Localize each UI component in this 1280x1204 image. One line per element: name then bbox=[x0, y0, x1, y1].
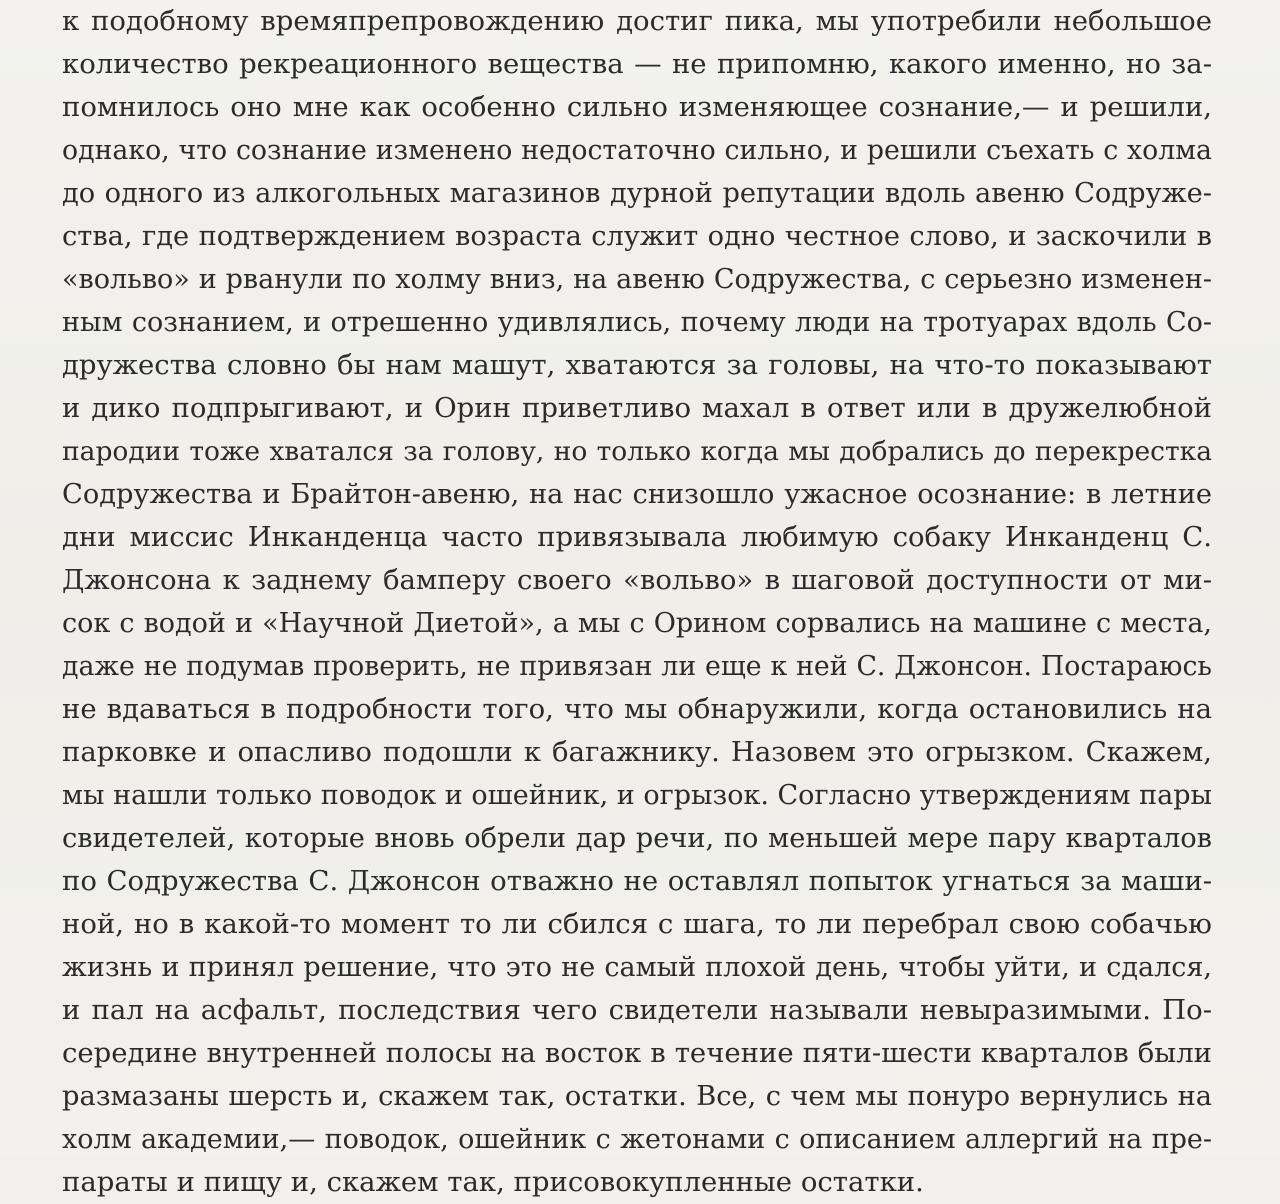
text-line: Содружества и Брайтон-авеню, на нас снизошло ужасное осознание: в летние bbox=[62, 479, 1212, 510]
body-text bbox=[62, 0, 1212, 1204]
text-line: не вдаваться в подробности того, что мы обнаружили, когда остановились на bbox=[62, 693, 1212, 725]
text-line: ным сознанием, и отрешенно удивлялись, почему люди на тротуарах вдоль Со- bbox=[62, 307, 1212, 338]
text-line: «вольво» и рванули по холму вниз, на авеню Содружества, с серьезно изменен- bbox=[62, 264, 1212, 295]
text-line: однако, что сознание изменено недостаточно сильно, и решили съехать с холма bbox=[62, 135, 1212, 166]
text-line: и дико подпрыгивают, и Орин приветливо махал в ответ или в дружелюбной bbox=[62, 392, 1212, 424]
text-line: парковке и опасливо подошли к багажнику. Назовем это огрызком. Скажем, bbox=[62, 736, 1212, 768]
text-line: помнилось оно мне как особенно сильно изменяющее сознание,— и решили, bbox=[62, 91, 1212, 123]
text-line: к подобному времяпрепровождению достиг пика, мы употребили небольшое bbox=[62, 5, 1212, 37]
text-line: размазаны шерсть и, скажем так, остатки. Все, с чем мы понуро вернулись на bbox=[62, 1081, 1212, 1112]
text-line: до одного из алкогольных магазинов дурной репутации вдоль авеню Содруже- bbox=[62, 178, 1212, 209]
text-line: середине внутренней полосы на восток в течение пяти-шести кварталов были bbox=[62, 1037, 1212, 1069]
text-line: ной, но в какой-то момент то ли сбился с шага, то ли перебрал свою собачью bbox=[62, 908, 1212, 940]
text-line: количество рекреационного вещества — не припомню, какого именно, но за- bbox=[62, 48, 1212, 80]
text-line: пародии тоже хватался за голову, но только когда мы добрались до перекрестка bbox=[62, 436, 1212, 467]
text-line: даже не подумав проверить, не привязан ли еще к ней С. Джонсон. Постараюсь bbox=[62, 651, 1212, 682]
text-line: мы нашли только поводок и ошейник, и огрызок. Согласно утверждениям пары bbox=[62, 780, 1212, 811]
text-line: жизнь и принял решение, что это не самый плохой день, чтобы уйти, и сдался, bbox=[62, 952, 1212, 983]
text-line: Джонсона к заднему бамперу своего «вольво» в шаговой доступности от ми- bbox=[62, 564, 1212, 596]
text-line: сок с водой и «Научной Диетой», а мы с Орином сорвались на машине с места, bbox=[62, 608, 1212, 639]
text-line: холм академии,— поводок, ошейник с жетонами с описанием аллергий на пре- bbox=[62, 1124, 1212, 1155]
text-line: ства, где подтверждением возраста служит одно честное слово, и заскочили в bbox=[62, 221, 1212, 252]
text-line: по Содружества С. Джонсон отважно не оставлял попыток угнаться за маши- bbox=[62, 865, 1212, 897]
text-line-last: параты и пищу и, скажем так, присовокупленные остатки. bbox=[62, 1166, 924, 1198]
text-line: дружества словно бы нам машут, хватаются за головы, на что-то показывают bbox=[62, 349, 1212, 381]
text-line: дни миссис Инканденца часто привязывала любимую собаку Инканденц С. bbox=[62, 521, 1212, 553]
text-line: свидетелей, которые вновь обрели дар речи, по меньшей мере пару кварталов bbox=[62, 823, 1212, 854]
text-line: и пал на асфальт, последствия чего свидетели называли невыразимыми. По- bbox=[62, 994, 1212, 1026]
